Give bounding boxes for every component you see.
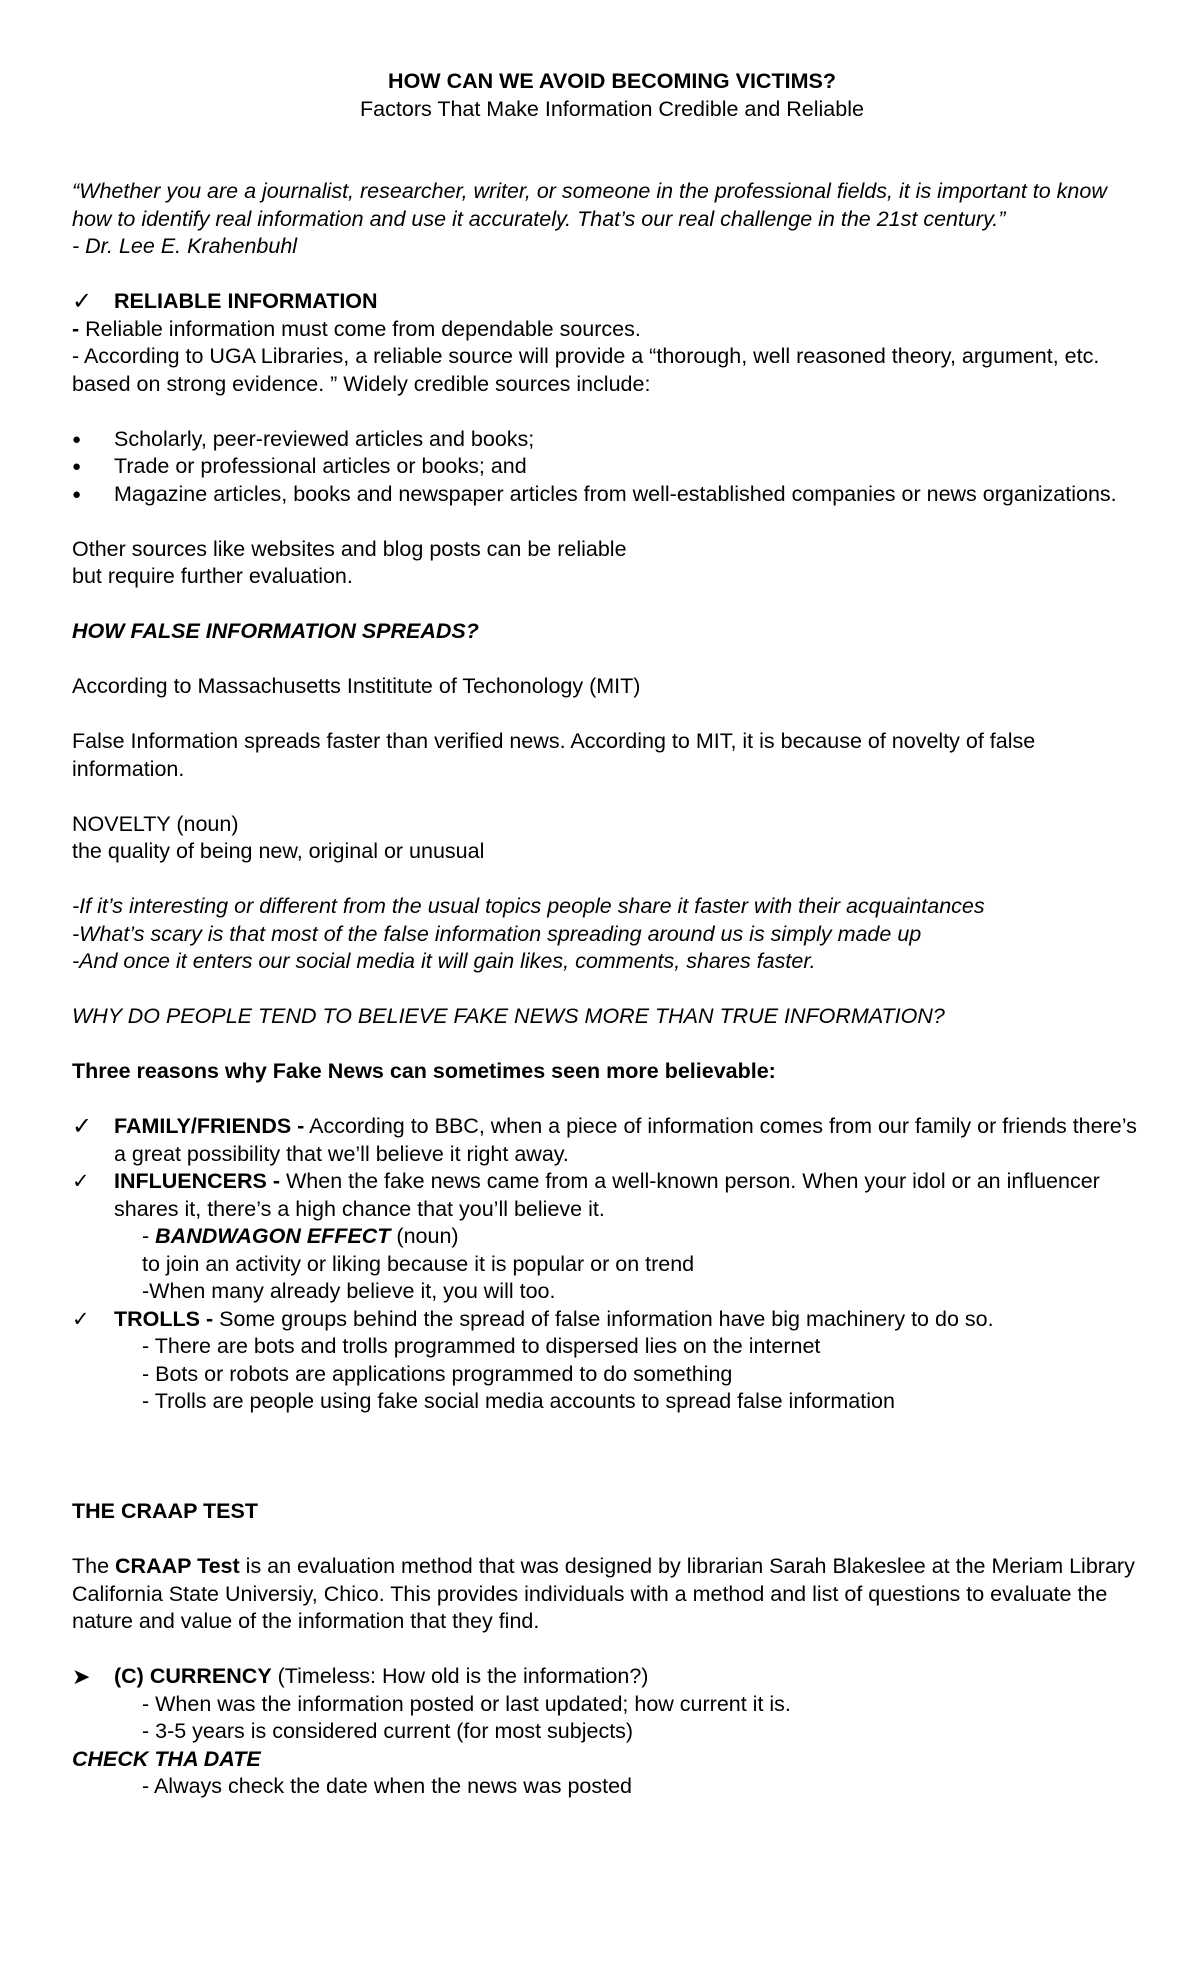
check-date-notes bbox=[72, 1773, 1152, 1801]
trolls-note: - Bots or robots are applications programmed to do something bbox=[142, 1361, 733, 1386]
other-sources-line-1: Other sources like websites and blog posts can be reliable bbox=[72, 536, 627, 561]
check-date-heading: CHECK THA DATE bbox=[72, 1746, 261, 1771]
quote-author: - Dr. Lee E. Krahenbuhl bbox=[72, 234, 298, 258]
arrow-right-icon: ➤ bbox=[72, 1664, 91, 1689]
reason-family-friends: ✓ FAMILY/FRIENDS - According to BBC, when a piece of information comes from our family or friends there’s a great possibility that we’ll believe it right away. bbox=[72, 1113, 1137, 1166]
document-page bbox=[72, 68, 1152, 1801]
list-item: ● Scholarly, peer-reviewed articles and books; bbox=[72, 426, 1152, 454]
quote-text: “Whether you are a journalist, researcher, writer, or someone in the professional fields, it is important to know how to identify real information and use it accurately. That’s our real challenge in the 21st century.” bbox=[72, 179, 1107, 231]
checkmark-icon: ✓ bbox=[72, 288, 93, 315]
currency-notes bbox=[72, 1691, 1152, 1746]
checkmark-icon: ✓ bbox=[72, 1113, 93, 1140]
bandwagon-block bbox=[72, 1223, 1152, 1306]
list-item: ● Magazine articles, books and newspaper articles from well-established companies or news organizations. bbox=[72, 481, 1152, 509]
spread-heading: HOW FALSE INFORMATION SPREADS? bbox=[72, 619, 479, 643]
reason-trolls: ✓ TROLLS - Some groups behind the spread of false information have big machinery to do so. bbox=[72, 1306, 1152, 1334]
bandwagon-note: -When many already believe it, you will too. bbox=[142, 1279, 556, 1303]
bandwagon-term: - BANDWAGON EFFECT (noun) bbox=[142, 1224, 459, 1248]
reason-influencers: ✓ INFLUENCERS - When the fake news came from a well-known person. When your idol or an influencer shares it, there’s a high chance that you’ll believe it. bbox=[72, 1169, 1100, 1221]
spread-note: -What’s scary is that most of the false information spreading around us is simply made up bbox=[72, 921, 922, 946]
bullet-icon: ● bbox=[72, 458, 82, 475]
page-subtitle: Factors That Make Information Credible and Reliable bbox=[360, 96, 864, 121]
bullet-icon: ● bbox=[72, 430, 82, 448]
trolls-notes bbox=[72, 1333, 1152, 1416]
bandwagon-definition: to join an activity or liking because it is popular or on trend bbox=[142, 1251, 695, 1276]
reliable-heading: RELIABLE INFORMATION bbox=[114, 289, 378, 313]
list-item: ● Trade or professional articles or books; and bbox=[72, 453, 1152, 481]
bullet-icon: ● bbox=[72, 485, 82, 503]
trolls-note: - Trolls are people using fake social media accounts to spread false information bbox=[142, 1389, 895, 1413]
check-date-note: - Always check the date when the news was posted bbox=[142, 1774, 632, 1798]
trolls-note: - There are bots and trolls programmed to dispersed lies on the internet bbox=[142, 1334, 821, 1358]
reliable-line-1: - Reliable information must come from dependable sources. bbox=[72, 316, 641, 341]
spread-statement: False Information spreads faster than verified news. According to MIT, it is because of novelty of false information. bbox=[72, 729, 1036, 781]
novelty-definition: the quality of being new, original or unusual bbox=[72, 839, 485, 863]
believe-intro: Three reasons why Fake News can sometimes seen more believable: bbox=[72, 1059, 776, 1083]
checkmark-icon: ✓ bbox=[72, 1307, 90, 1331]
spread-note: -If it’s interesting or different from the usual topics people share it faster with their acquaintances bbox=[72, 894, 985, 918]
craap-heading: THE CRAAP TEST bbox=[72, 1499, 258, 1523]
currency-note: - When was the information posted or last updated; how current it is. bbox=[142, 1691, 791, 1716]
reliable-line-2: - According to UGA Libraries, a reliable source will provide a “thorough, well reasoned theory, argument, etc. based on strong evidence. ” Widely credible sources include: bbox=[72, 344, 1100, 396]
page-title: HOW CAN WE AVOID BECOMING VICTIMS? bbox=[388, 69, 836, 93]
currency-row: ➤ (C) CURRENCY (Timeless: How old is the information?) bbox=[72, 1664, 649, 1689]
currency-note: - 3-5 years is considered current (for most subjects) bbox=[142, 1719, 634, 1743]
spread-source: According to Massachusetts Instititute of Techonology (MIT) bbox=[72, 674, 641, 698]
novelty-term: NOVELTY (noun) bbox=[72, 811, 239, 836]
reliable-heading-row bbox=[72, 288, 1152, 316]
spread-note: -And once it enters our social media it will gain likes, comments, shares faster. bbox=[72, 949, 816, 973]
believe-question: WHY DO PEOPLE TEND TO BELIEVE FAKE NEWS MORE THAN TRUE INFORMATION? bbox=[72, 1004, 945, 1028]
other-sources-line-2: but require further evaluation. bbox=[72, 564, 353, 588]
craap-intro: The CRAAP Test is an evaluation method that was designed by librarian Sarah Blakeslee at the Meriam Library California State Universiy, Chico. This provides individuals with a method and list of questions to evaluate the nature and value of the information that they find. bbox=[72, 1554, 1135, 1633]
checkmark-icon: ✓ bbox=[72, 1170, 90, 1193]
